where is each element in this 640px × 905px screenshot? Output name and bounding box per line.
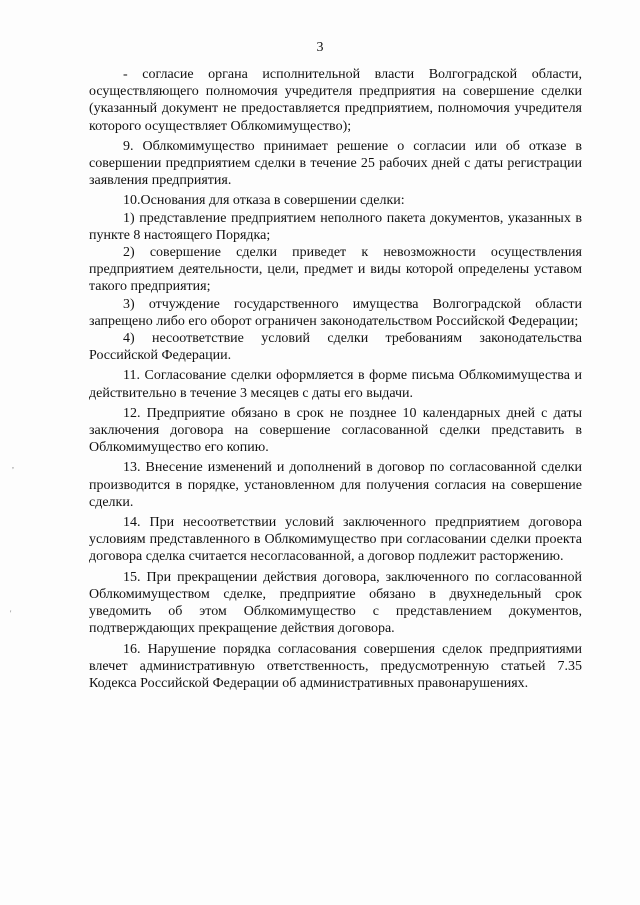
- paragraph-13: 13. Внесение изменений и дополнений в договор по согласованной сделки производится в порядке, установленном для получения согласия на совершение сделки.: [89, 460, 582, 510]
- margin-mark: ': [10, 609, 12, 618]
- paragraph-14: 14. При несоответствии условий заключенного предприятием договора условиям представленного в Облкомимущество при согласовании сделки проекта договора сделка считается несогласованной, а договор подлежит расторжению.: [89, 515, 582, 565]
- page-number: 3: [316, 40, 324, 55]
- paragraph-10-item-2: 2) совершение сделки приведет к невозможности осуществления предприятием деятельности, цели, предмет и виды которой определены уставом такого предприятия;: [89, 245, 582, 295]
- paragraph-10-item-4: 4) несоответствие условий сделки требованиям законодательства Российской Федерации.: [89, 331, 582, 364]
- paragraph-15: 15. При прекращении действия договора, заключенного по согласованной Облкомимуществом сделке, предприятие обязано в двухнедельный срок уведомить об этом Облкомимущество с представлением документов, подтверждающих прекращение действия договора.: [89, 569, 582, 637]
- paragraph-consent: - согласие органа исполнительной власти Волгоградской области, осуществляющего полномочия учредителя предприятия на совершение сделки (указанный документ не предоставляется предприятием, полномочия учредителя которого осуществляет Облкомимущество);: [89, 67, 582, 134]
- paragraph-12: 12. Предприятие обязано в срок не позднее 10 календарных дней с даты заключения договора на совершение согласованной сделки представить в Облкомимущество его копию.: [89, 405, 582, 456]
- paragraph-11: 11. Согласование сделки оформляется в форме письма Облкомимущества и действительно в течение 3 месяцев с даты его выдачи.: [89, 368, 582, 401]
- paragraph-9: 9. Облкомимущество принимает решение о согласии или об отказе в совершении предприятием сделки в течение 25 рабочих дней с даты регистрации заявления предприятия.: [89, 138, 582, 189]
- document-body: [89, 66, 582, 695]
- margin-mark: ,: [12, 461, 14, 470]
- paragraph-16: 16. Нарушение порядка согласования совершения сделок предприятиями влечет административную ответственность, предусмотренную статьей 7.35 Кодекса Российской Федерации об административных правонарушениях.: [89, 641, 582, 691]
- paragraph-10-item-3: 3) отчуждение государственного имущества Волгоградской области запрещено либо его оборот ограничен законодательством Российской Федерации;: [89, 296, 582, 329]
- paragraph-10: 10.Основания для отказа в совершении сделки:: [123, 193, 405, 209]
- paragraph-10-item-1: 1) представление предприятием неполного пакета документов, указанных в пункте 8 настоящего Порядка;: [89, 210, 582, 243]
